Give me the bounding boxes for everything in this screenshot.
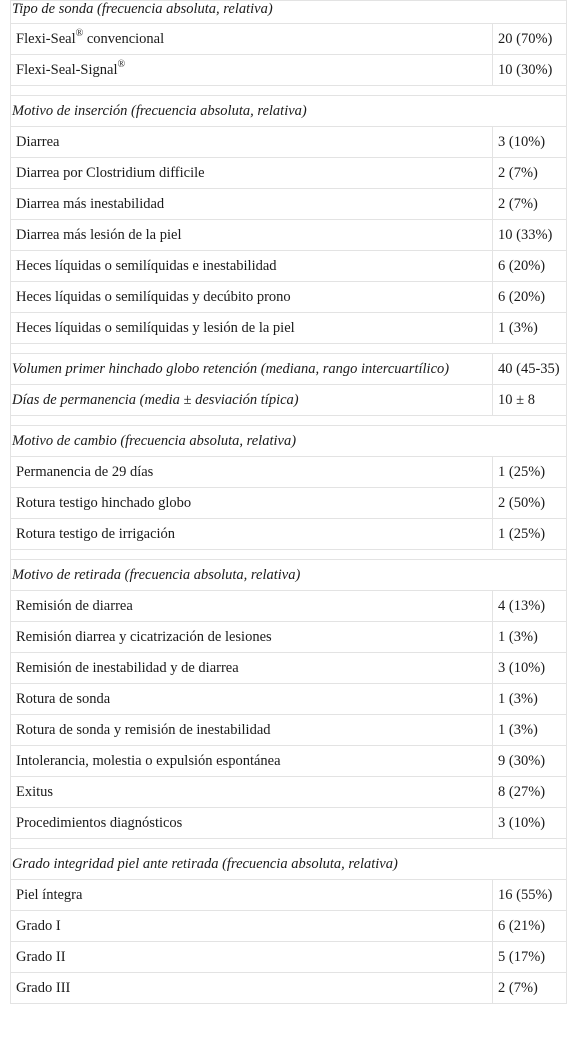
- row-value: 2 (7%): [493, 189, 567, 220]
- row-label: Remisión diarrea y cicatrización de lesiones: [11, 622, 493, 653]
- table-row: [11, 911, 567, 942]
- section-header-row: [11, 426, 567, 457]
- stat-label: Días de permanencia (media ± desviación típica): [11, 385, 493, 416]
- row-value: 2 (50%): [493, 488, 567, 519]
- row-value: 1 (25%): [493, 519, 567, 550]
- row-value: 1 (3%): [493, 715, 567, 746]
- table-row: [11, 973, 567, 1004]
- row-value: 10 (30%): [493, 55, 567, 86]
- table-row: [11, 189, 567, 220]
- row-label: Diarrea: [11, 127, 493, 158]
- row-value: 6 (20%): [493, 251, 567, 282]
- table-row: [11, 457, 567, 488]
- table-row: [11, 313, 567, 344]
- row-label: Piel íntegra: [11, 880, 493, 911]
- row-value: 1 (3%): [493, 313, 567, 344]
- row-value: 3 (10%): [493, 127, 567, 158]
- table-row: [11, 24, 567, 55]
- stat-label: Volumen primer hinchado globo retención (mediana, rango intercuartílico): [11, 354, 493, 385]
- table-row: [11, 251, 567, 282]
- section-header: Motivo de cambio (frecuencia absoluta, relativa): [11, 426, 567, 457]
- row-value: 6 (20%): [493, 282, 567, 313]
- row-label: Flexi-Seal® convencional: [11, 24, 493, 55]
- spacer-row: [11, 416, 567, 426]
- row-value: 1 (3%): [493, 684, 567, 715]
- table-row: [11, 880, 567, 911]
- section-header-row: [11, 849, 567, 880]
- spacer-row: [11, 86, 567, 96]
- row-value: 2 (7%): [493, 158, 567, 189]
- row-label: Grado II: [11, 942, 493, 973]
- spacer-row: [11, 550, 567, 560]
- row-label: Diarrea por Clostridium difficile: [11, 158, 493, 189]
- table-row: [11, 488, 567, 519]
- data-table: [10, 0, 567, 1004]
- row-label: Remisión de inestabilidad y de diarrea: [11, 653, 493, 684]
- table-row: [11, 942, 567, 973]
- row-value: 9 (30%): [493, 746, 567, 777]
- row-label: Diarrea más lesión de la piel: [11, 220, 493, 251]
- table-row: [11, 777, 567, 808]
- table-row: [11, 746, 567, 777]
- row-label: Heces líquidas o semilíquidas e inestabilidad: [11, 251, 493, 282]
- row-label: Exitus: [11, 777, 493, 808]
- row-label: Grado I: [11, 911, 493, 942]
- row-value: 1 (3%): [493, 622, 567, 653]
- row-value: 5 (17%): [493, 942, 567, 973]
- table-row: [11, 158, 567, 189]
- table-row: [11, 684, 567, 715]
- row-value: 6 (21%): [493, 911, 567, 942]
- stat-row: [11, 354, 567, 385]
- stat-value: 10 ± 8: [493, 385, 567, 416]
- table-row: [11, 808, 567, 839]
- row-label: Heces líquidas o semilíquidas y lesión de la piel: [11, 313, 493, 344]
- table-row: [11, 653, 567, 684]
- row-value: 3 (10%): [493, 653, 567, 684]
- row-value: 3 (10%): [493, 808, 567, 839]
- table-row: [11, 715, 567, 746]
- row-value: 16 (55%): [493, 880, 567, 911]
- section-header-row: [11, 96, 567, 127]
- row-label: Intolerancia, molestia o expulsión espontánea: [11, 746, 493, 777]
- data-table-container: [10, 0, 566, 1004]
- table-row: [11, 55, 567, 86]
- row-value: 10 (33%): [493, 220, 567, 251]
- section-header: Motivo de retirada (frecuencia absoluta, relativa): [11, 560, 567, 591]
- row-label: Flexi-Seal-Signal®: [11, 55, 493, 86]
- row-label: Rotura de sonda: [11, 684, 493, 715]
- section-header: Motivo de inserción (frecuencia absoluta, relativa): [11, 96, 567, 127]
- table-row: [11, 519, 567, 550]
- table-row: [11, 220, 567, 251]
- spacer-row: [11, 839, 567, 849]
- section-header: Grado integridad piel ante retirada (frecuencia absoluta, relativa): [11, 849, 567, 880]
- row-value: 4 (13%): [493, 591, 567, 622]
- table-row: [11, 591, 567, 622]
- row-label: Rotura testigo hinchado globo: [11, 488, 493, 519]
- row-label: Remisión de diarrea: [11, 591, 493, 622]
- table-row: [11, 127, 567, 158]
- row-label: Procedimientos diagnósticos: [11, 808, 493, 839]
- table-row: [11, 622, 567, 653]
- table-row: [11, 282, 567, 313]
- section-header-row: [11, 560, 567, 591]
- row-value: 8 (27%): [493, 777, 567, 808]
- row-label: Grado III: [11, 973, 493, 1004]
- row-label: Diarrea más inestabilidad: [11, 189, 493, 220]
- row-label: Rotura testigo de irrigación: [11, 519, 493, 550]
- section-header-row: [11, 1, 567, 24]
- row-label: Heces líquidas o semilíquidas y decúbito prono: [11, 282, 493, 313]
- row-value: 1 (25%): [493, 457, 567, 488]
- row-value: 2 (7%): [493, 973, 567, 1004]
- stat-row: [11, 385, 567, 416]
- section-header: Tipo de sonda (frecuencia absoluta, relativa): [11, 1, 567, 24]
- row-label: Rotura de sonda y remisión de inestabilidad: [11, 715, 493, 746]
- row-label: Permanencia de 29 días: [11, 457, 493, 488]
- row-value: 20 (70%): [493, 24, 567, 55]
- spacer-row: [11, 344, 567, 354]
- stat-value: 40 (45-35): [493, 354, 567, 385]
